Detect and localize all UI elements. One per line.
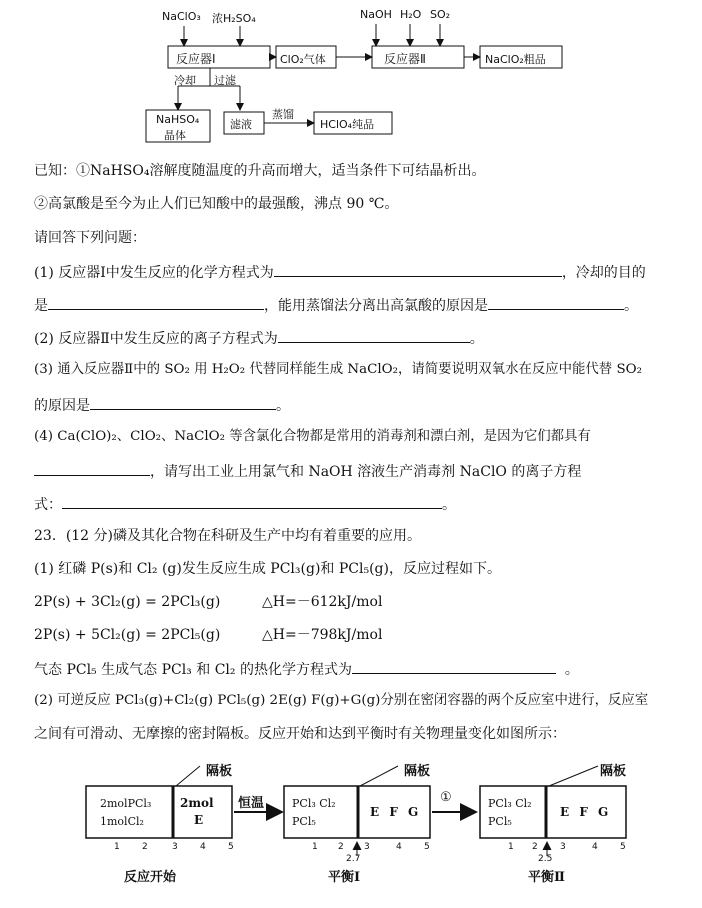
hclo4-pure-box: HClO₄纯品 (320, 118, 375, 131)
q1-part-b: ，冷却的目的 (561, 265, 646, 281)
q4-part-d: 。 (442, 497, 456, 513)
constant-temp-label: 恒温 (238, 796, 265, 811)
q3-part-c: 。 (276, 398, 290, 414)
q4-line1: (4) Ca(ClO)₂、ClO₂、NaClO₂ 等含氯化合物都是常用的消毒剂和漂白剂，是因为它们都具有 (34, 429, 591, 444)
tick-5a: 5 (228, 842, 234, 852)
eq1-left-line1: PCl₃ Cl₂ (292, 797, 336, 810)
label-start: 反应开始 (124, 870, 177, 885)
start-left-line2: 1molCl₂ (100, 815, 144, 828)
tick-4a: 4 (200, 842, 206, 852)
clo2-gas-box: ClO₂气体 (280, 53, 326, 66)
q1-part-e: 。 (624, 298, 638, 314)
input-so2: SO₂ (430, 8, 451, 21)
eq1-position: 2.7 (346, 854, 361, 864)
known-2: ②高氯酸是至今为止人们已知酸中的最强酸，沸点 90 ℃。 (34, 196, 399, 212)
nahso4-box-line1: NaHSO₄ (156, 113, 200, 126)
tick-5c: 5 (620, 842, 626, 852)
tick-2c: 2 (532, 842, 538, 852)
start-right-line1: 2mol (180, 796, 214, 810)
eq1-right: E F G (370, 805, 419, 819)
eq2-position: 2.5 (538, 854, 553, 864)
tick-2a: 2 (142, 842, 148, 852)
label-eq1: 平衡Ⅰ (328, 870, 361, 885)
start-right-line2: E (194, 813, 204, 827)
partition-label-3: 隔板 (600, 764, 627, 779)
q3-part-b: 的原因是 (34, 398, 90, 414)
answer-prompt: 请回答下列问题： (34, 230, 146, 246)
reactor2-box: 反应器Ⅱ (384, 52, 426, 66)
eq2-left-line2: PCl₅ (488, 815, 512, 828)
input-naoh: NaOH (360, 8, 392, 21)
q23-p4: 之间有可滑动、无摩擦的密封隔板。反应开始和达到平衡时有关物理量变化如图所示： (34, 726, 566, 742)
q1-part-c: 是 (34, 298, 48, 314)
q2-part-a: (2) 反应器Ⅱ中发生反应的离子方程式为 (34, 331, 278, 347)
reactor1-box: 反应器Ⅰ (176, 52, 216, 66)
eq1-left-line2: PCl₅ (292, 815, 316, 828)
q23-eq1-left: 2P(s) + 3Cl₂(g) = 2PCl₃(g) (34, 594, 221, 610)
tick-2b: 2 (338, 842, 344, 852)
filtering-label: 过滤 (214, 74, 236, 87)
tick-3b: 3 (364, 842, 370, 852)
q3-line1: (3) 通入反应器Ⅱ中的 SO₂ 用 H₂O₂ 代替同样能生成 NaClO₂，请简要说明双氧水在反应中能代替 SO₂ (34, 362, 642, 377)
q1-part-a: (1) 反应器Ⅰ中发生反应的化学方程式为 (34, 265, 274, 281)
tick-4b: 4 (396, 842, 402, 852)
tick-1b: 1 (312, 842, 318, 852)
eq2-right: E F G (560, 805, 609, 819)
q1-part-d: ，能用蒸馏法分离出高氯酸的原因是 (264, 298, 488, 314)
input-naclo3: NaClO₃ (162, 10, 201, 23)
tick-1a: 1 (114, 842, 120, 852)
nahso4-box-line2: 晶体 (164, 129, 186, 142)
q23-p3: (2) 可逆反应 PCl₃(g)+Cl₂(g) PCl₅(g) 2E(g) F(g)+G(g)分别在密闭容器的两个反应室中进行，反应室 (34, 693, 649, 708)
tick-5b: 5 (424, 842, 430, 852)
q23-p1: (1) 红磷 P(s)和 Cl₂ (g)发生反应生成 PCl₃(g)和 PCl₅(g)，反应过程如下。 (34, 561, 501, 577)
known-1: 已知：①NaHSO₄溶解度随温度的升高而增大，适当条件下可结晶析出。 (34, 163, 486, 179)
partition-label-1: 隔板 (206, 764, 233, 779)
q23-p2-b: 。 (564, 662, 579, 678)
q2-part-b: 。 (469, 331, 484, 347)
label-eq2: 平衡Ⅱ (528, 870, 565, 885)
input-h2o: H₂O (400, 8, 422, 21)
q4-part-b: ，请写出工业上用氯气和 NaOH 溶液生产消毒剂 NaClO 的离子方程 (150, 464, 582, 480)
tick-3c: 3 (560, 842, 566, 852)
filtrate-box: 滤液 (230, 118, 252, 131)
tick-4c: 4 (592, 842, 598, 852)
cooling-label: 冷却 (174, 74, 196, 87)
naclo2-crude-box: NaClO₂粗品 (485, 53, 546, 66)
eq2-left-line1: PCl₃ Cl₂ (488, 797, 532, 810)
q23-p2-a: 气态 PCl₅ 生成气态 PCl₃ 和 Cl₂ 的热化学方程式为 (34, 662, 352, 678)
q23-eq2-left: 2P(s) + 5Cl₂(g) = 2PCl₅(g) (34, 627, 221, 643)
distill-label: 蒸馏 (272, 108, 294, 121)
q4-part-c: 式： (34, 497, 62, 513)
partition-label-2: 隔板 (404, 764, 431, 779)
tick-3a: 3 (172, 842, 178, 852)
input-h2so4: 浓H₂SO₄ (212, 12, 256, 25)
step-circle-label: ① (440, 790, 452, 805)
q23-eq1-right: △H=－612kJ/mol (262, 594, 383, 610)
q23-eq2-right: △H=－798kJ/mol (262, 627, 383, 643)
start-left-line1: 2molPCl₃ (100, 797, 152, 810)
tick-1c: 1 (508, 842, 514, 852)
q23-title: 23．(12 分)磷及其化合物在科研及生产中均有着重要的应用。 (34, 528, 422, 544)
